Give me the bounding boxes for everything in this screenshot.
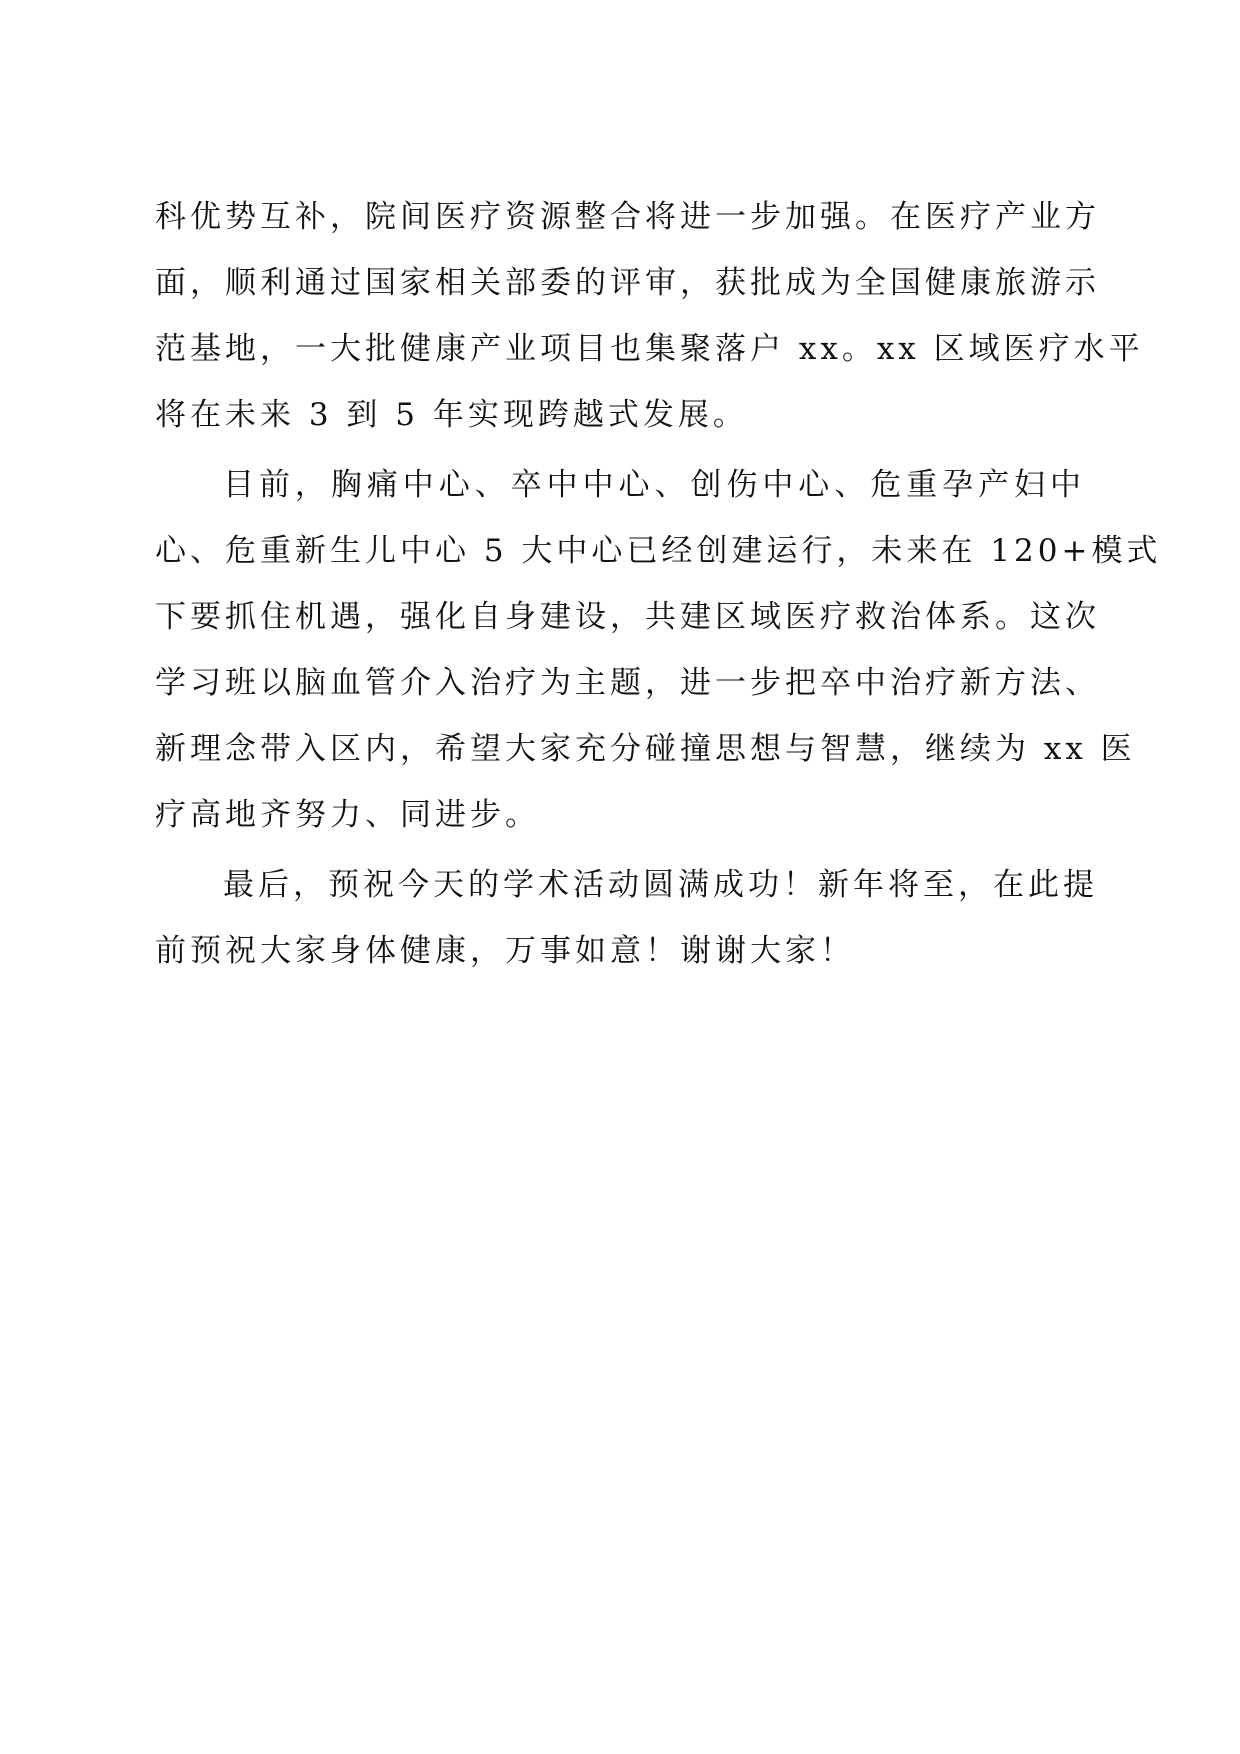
text-line: 下要抓住机遇，强化自身建设，共建区域医疗救治体系。这次 <box>155 599 1100 635</box>
text-line: 将在未来 3 到 5 年实现跨越式发展。 <box>155 397 748 433</box>
text-line: 心、危重新生儿中心 5 大中心已经创建运行，未来在 120+模式 <box>155 533 1162 569</box>
text-line: 新理念带入区内，希望大家充分碰撞思想与智慧，继续为 xx 医 <box>155 731 1136 767</box>
text-line: 目前，胸痛中心、卒中中心、创伤中心、危重孕产妇中 <box>223 467 1085 503</box>
document-body <box>155 184 1162 984</box>
paragraph-3 <box>155 852 1098 984</box>
text-line: 最后，预祝今天的学术活动圆满成功！新年将至，在此提 <box>223 867 1098 903</box>
paragraph-1 <box>155 184 1144 448</box>
paragraph-2 <box>155 452 1162 848</box>
text-line: 科优势互补，院间医疗资源整合将进一步加强。在医疗产业方 <box>155 199 1100 235</box>
text-line: 学习班以脑血管介入治疗为主题，进一步把卒中治疗新方法、 <box>155 665 1100 701</box>
text-line: 疗高地齐努力、同进步。 <box>155 797 540 833</box>
text-line: 面，顺利通过国家相关部委的评审，获批成为全国健康旅游示 <box>155 265 1100 301</box>
text-line: 前预祝大家身体健康，万事如意！谢谢大家！ <box>155 933 855 969</box>
text-line: 范基地，一大批健康产业项目也集聚落户 xx。xx 区域医疗水平 <box>155 331 1144 367</box>
